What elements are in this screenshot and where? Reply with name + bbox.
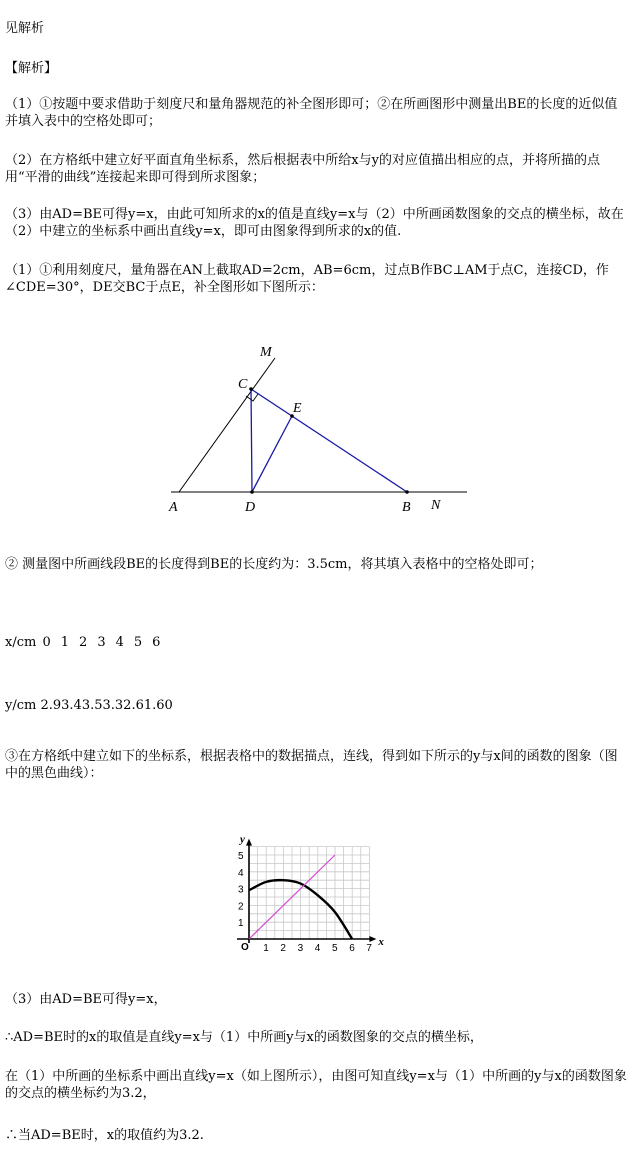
table-x-cell: 3	[97, 635, 106, 650]
table-x-cell: 4	[115, 635, 124, 650]
point-B	[405, 490, 409, 494]
step1-paragraph: （1）①利用刻度尺，量角器在AN上截取AD=2cm，AB=6cm，过点B作BC⊥AM于点C，连接CD，作∠CDE=30°，DE交BC于点E，补全图形如下图所示：	[5, 263, 609, 295]
segment-CD	[251, 389, 252, 492]
function-graph	[0, 810, 630, 955]
table-x-cell: 2	[79, 635, 88, 650]
y-tick-label: 5	[238, 851, 244, 862]
label-D: D	[245, 500, 256, 515]
table-x-header: x/cm	[5, 635, 37, 650]
analysis-paragraph-2: （2）在方格纸中建立好平面直角坐标系，然后根据表中所给x与y的对应值描出相应的点，并将所描的点用“平滑的曲线”连接起来即可得到所求图象；	[5, 153, 600, 185]
graph-axes	[237, 834, 384, 953]
x-tick-label: 2	[280, 943, 286, 954]
y-axis-arrow	[246, 839, 252, 846]
x-axis-arrow	[369, 936, 376, 942]
x-tick-label: 4	[314, 943, 321, 954]
point-D	[250, 490, 254, 494]
x-tick-label: 7	[366, 943, 372, 954]
analysis-paragraph-1: （1）①按题中要求借助于刻度尺和量角器规范的补全图形即可；②在所画图形中测量出BE的长度的近似值并填入表中的空格处即可；	[5, 97, 618, 129]
analysis-paragraph-3: （3）由AD=BE可得y=x，由此可知所求的x的值是直线y=x与（2）中所画函数图象的交点的横坐标，故在（2）中建立的坐标系中画出直线y=x，即可由图象得到所求的x的值.	[5, 207, 624, 239]
table-x-cell: 6	[152, 635, 161, 650]
label-A: A	[169, 500, 178, 515]
table-x-cell: 0	[42, 635, 51, 650]
x-tick-label: 3	[297, 943, 304, 954]
step3-paragraph: ③在方格纸中建立如下的坐标系，根据表格中的数据描点，连线，得到如下所示的y与x间的函数的图象（图中的黑色曲线）：	[5, 749, 618, 781]
y-tick-label: 4	[238, 867, 244, 879]
table-y-values: 2.93.43.53.32.61.60	[40, 698, 173, 713]
label-B: B	[402, 500, 411, 515]
table-x-values	[40, 635, 160, 650]
x-tick-label: 1	[263, 943, 269, 954]
segment-CB	[251, 389, 407, 492]
y-axis-label: y	[240, 833, 245, 846]
graph-grid	[249, 847, 369, 939]
x-tick-label: 5	[332, 943, 338, 954]
segment-DE	[252, 416, 292, 492]
y-tick-label: 3	[238, 884, 244, 896]
x-tick-label: 6	[349, 943, 355, 954]
conclusion-line-4: ∴当AD=BE时，x的取值约为3.2.	[5, 1128, 204, 1143]
geometry-figure	[0, 330, 630, 525]
y-tick-label: 2	[238, 901, 244, 913]
section-title: 【解析】	[5, 61, 58, 76]
step2-paragraph: ② 测量图中所画线段BE的长度得到BE的长度约为：3.5cm，将其填入表格中的空格处即可；	[5, 557, 543, 572]
label-E: E	[293, 401, 302, 416]
table-x-cell: 1	[60, 635, 70, 650]
table-y-row	[5, 697, 630, 714]
right-angle-mark	[246, 394, 258, 401]
label-N: N	[431, 498, 441, 513]
x-axis-label: x	[378, 936, 384, 948]
table-y-header: y/cm	[5, 698, 37, 713]
line-AM	[179, 358, 275, 492]
conclusion-line-1: （3）由AD=BE可得y=x，	[5, 992, 167, 1007]
label-C: C	[238, 377, 248, 392]
origin-label: O	[241, 942, 249, 953]
conclusion-line-3: 在（1）中所画的坐标系中画出直线y=x（如上图所示），由图可知直线y=x与（1）中所画的y与x的函数图象的交点的横坐标约为3.2，	[5, 1069, 627, 1101]
y-tick-label: 1	[238, 918, 244, 930]
table-x-cell: 5	[133, 635, 143, 650]
table-x-row	[5, 634, 630, 651]
answer-line: 见解析	[5, 21, 45, 36]
point-C	[249, 387, 253, 391]
label-M: M	[260, 345, 272, 360]
conclusion-line-2: ∴AD=BE时的x的取值是直线y=x与（1）中所画y与x的函数图象的交点的横坐标，	[5, 1030, 483, 1045]
